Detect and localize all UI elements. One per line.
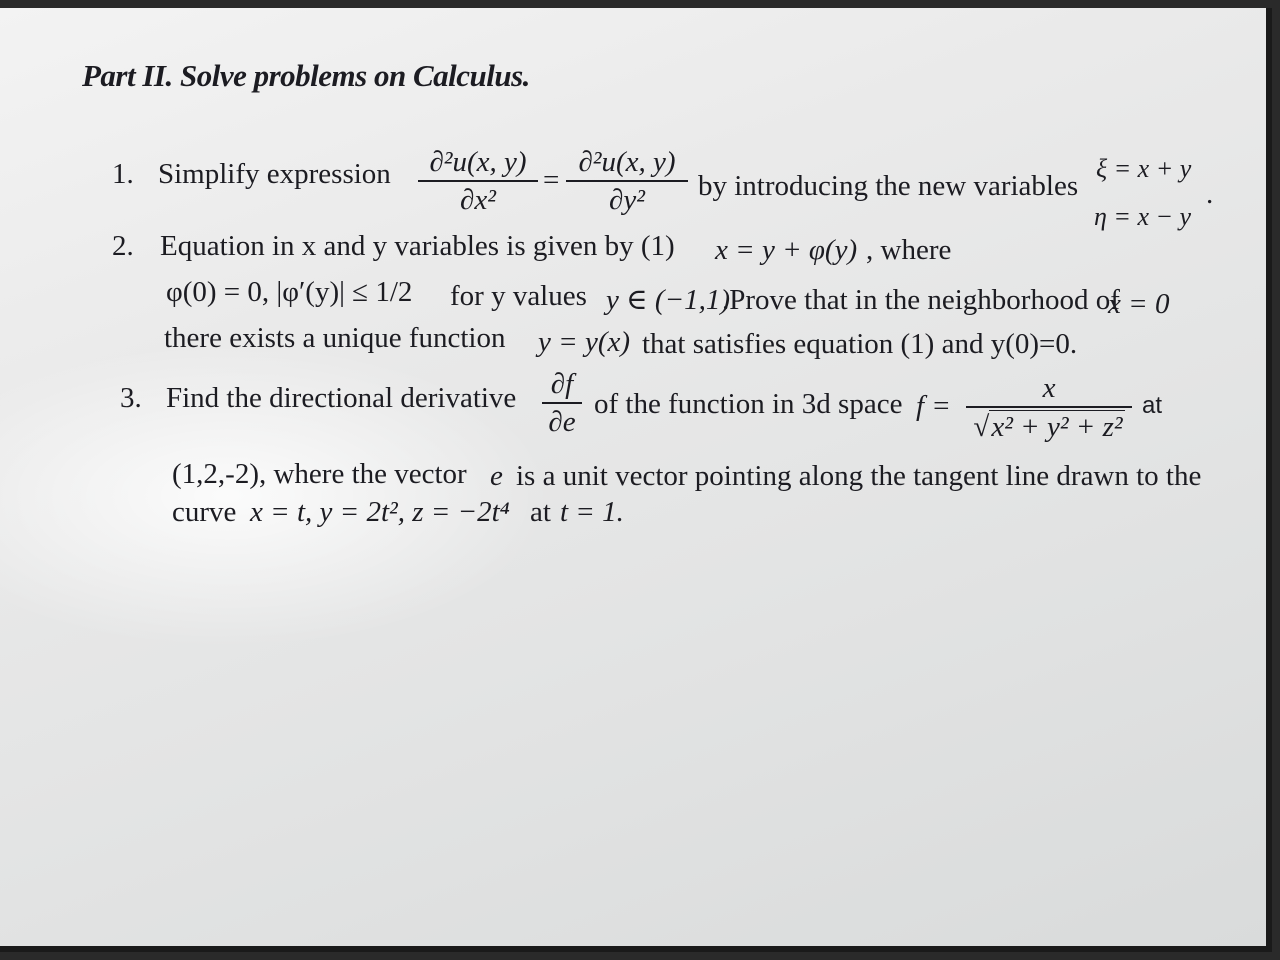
problem-2-condition: φ(0) = 0, |φ′(y)| ≤ 1/2 xyxy=(166,276,413,308)
problem-2-function: y = y(x) xyxy=(538,326,630,358)
problem-3-t-value: t = 1. xyxy=(560,496,624,528)
sqrt-content: x² + y² + z² xyxy=(991,410,1123,443)
derivative-numerator: ∂f xyxy=(550,368,574,400)
fraction-2-denominator: ∂y² xyxy=(609,183,645,216)
problem-2-range: y ∈ (−1,1) xyxy=(606,284,730,316)
function-denominator: √x² + y² + z² xyxy=(973,410,1123,443)
problem-3-number: 3. xyxy=(120,382,142,414)
problem-2-line-2: .Prove that in the neighborhood of xyxy=(722,284,1120,316)
fraction-1-denominator: ∂x² xyxy=(460,183,496,216)
problem-3-function-fraction xyxy=(966,372,1132,443)
problem-2-number: 2. xyxy=(112,230,134,262)
problem-3-line-2b: is a unit vector pointing along the tangent line drawn to the xyxy=(516,460,1202,492)
problem-1-fraction-2 xyxy=(566,146,688,216)
problem-3-line-2a: (1,2,-2), where the vector xyxy=(172,458,467,490)
problem-3-text-b: of the function in 3d space xyxy=(594,388,903,420)
problem-2-condition-text: for y values xyxy=(450,280,587,312)
problem-3-line-3a: curve xyxy=(172,496,237,528)
problem-1-text-after: by introducing the new variables xyxy=(698,170,1079,202)
problem-2-equation: x = y + φ(y) xyxy=(715,234,858,266)
problem-2-line-3a: there exists a unique function xyxy=(164,322,506,354)
fraction-2-numerator: ∂²u(x, y) xyxy=(578,146,676,178)
problem-1-fraction-1 xyxy=(418,146,538,216)
fraction-1-numerator: ∂²u(x, y) xyxy=(429,146,527,178)
problem-3-text-a: Find the directional derivative xyxy=(166,382,517,414)
function-numerator: x xyxy=(1042,372,1056,404)
problem-2-line-3b: that satisfies equation (1) and y(0)=0. xyxy=(642,328,1078,360)
problem-3-line-3-at: at xyxy=(530,496,551,528)
page-title: Part II. Solve problems on Calculus. xyxy=(82,58,530,93)
derivative-denominator: ∂e xyxy=(548,405,576,438)
variable-eta: η = x − y xyxy=(1094,202,1192,231)
problem-2-where: , where xyxy=(866,234,952,266)
problem-1-period: . xyxy=(1206,178,1214,210)
problem-3-vector-e: e xyxy=(490,460,503,492)
problem-3-curve: x = t, y = 2t², z = −2t⁴ xyxy=(250,496,510,528)
problem-3-derivative xyxy=(542,368,582,438)
problem-2-line-1: Equation in x and y variables is given by (1) xyxy=(160,230,675,262)
variable-xi: ξ = x + y xyxy=(1096,154,1192,183)
problem-1-number: 1. xyxy=(112,158,134,190)
problem-1-text: Simplify expression xyxy=(158,158,391,190)
monitor-screen xyxy=(0,8,1272,952)
problem-3-f-equals: f = xyxy=(916,390,951,422)
problem-2-x0: x = 0 xyxy=(1108,288,1170,320)
problem-1-operator: = xyxy=(543,164,560,196)
problem-3-at: at xyxy=(1142,392,1163,419)
